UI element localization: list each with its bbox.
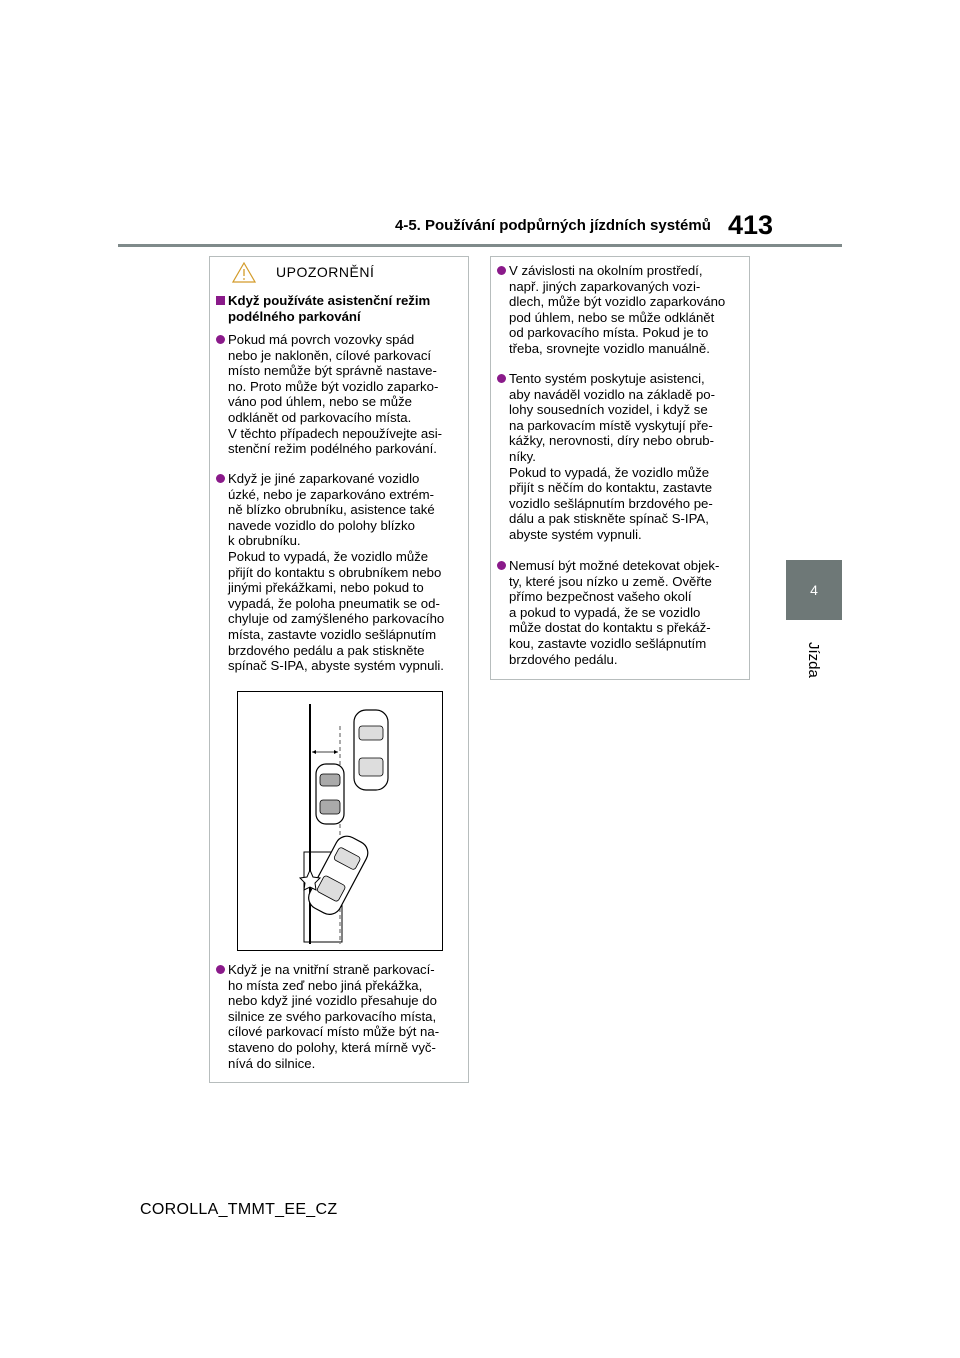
bullet-dot-icon bbox=[497, 266, 506, 275]
chapter-label-container bbox=[800, 642, 830, 702]
bullet-dot-icon bbox=[216, 474, 225, 483]
caution-item-text: Pokud má povrch vozovky spád nebo je nakloněn, cílové parkovací místo nemůže být správně nastave- no. Proto může být vozidlo zaparko- váno pod úhlem, nebo se může odklánět od parkovacího místa. V těchto případech nepoužívejte asi- stenční režim podélného parkování. bbox=[228, 332, 443, 457]
square-bullet-icon bbox=[216, 296, 225, 305]
chapter-tab[interactable] bbox=[786, 560, 842, 620]
bullet-dot-icon bbox=[216, 965, 225, 974]
caution-title: UPOZORNĚNÍ bbox=[276, 264, 375, 280]
parking-diagram-icon bbox=[238, 692, 442, 950]
section-title: 4-5. Používání podpůrných jízdních systémů bbox=[395, 217, 711, 234]
warning-triangle-icon bbox=[232, 262, 256, 283]
bullet-dot-icon bbox=[497, 374, 506, 383]
caution-item bbox=[228, 962, 464, 1071]
header-divider bbox=[118, 244, 842, 247]
page-number: 413 bbox=[728, 210, 774, 240]
caution-item-text: Tento systém poskytuje asistenci, aby naváděl vozidlo na základě po- lohy sousedních vozidel, i když se na parkovacím místě vyskytují pře- kážky, nerovnosti, díry nebo obrub- níky. Pokud to vypadá, že vozidlo může přijít s něčím do kontaktu, zastavte vozidlo sešlápnutím brzdového pe- dálu a pak stiskněte spínač S-IPA, abyste systém vypnuli. bbox=[509, 371, 716, 542]
chapter-label: Jízda bbox=[805, 642, 822, 678]
caution-box-left bbox=[209, 256, 469, 1083]
caution-box-right bbox=[490, 256, 750, 680]
chapter-number: 4 bbox=[810, 582, 818, 598]
caution-item-text: Když je na vnitřní straně parkovací- ho místa zeď nebo jiná překážka, nebo když jiné vozidlo přesahuje do silnice ze svého parkovacího místa, cílové parkovací místo může být na- staveno do polohy, která mírně vyč- nívá do silnice. bbox=[228, 962, 440, 1071]
document-id: COROLLA_TMMT_EE_CZ bbox=[140, 1201, 338, 1218]
caution-heading-text: Když používáte asistenční režim podélného parkování bbox=[228, 293, 431, 324]
bullet-dot-icon bbox=[497, 561, 506, 570]
caution-item-text: Nemusí být možné detekovat objek- ty, které jsou nízko u země. Ověřte přímo bezpečnost vašeho okolí a pokud to vypadá, že se vozidlo může dostat do kontaktu s překáž- kou, zastavte vozidlo sešlápnutím brzdového pedálu. bbox=[509, 558, 720, 667]
caution-header bbox=[228, 257, 448, 285]
caution-heading bbox=[228, 293, 464, 324]
caution-item bbox=[228, 471, 464, 674]
caution-item-text: V závislosti na okolním prostředí, např. jiných zaparkovaných vozi- dlech, může být vozidlo zaparkováno pod úhlem, nebo se může odklánět od parkovacího místa. Pokud je to třeba, srovnejte vozidlo manuálně. bbox=[509, 263, 726, 356]
caution-item bbox=[509, 371, 745, 543]
caution-item bbox=[509, 558, 745, 667]
parking-illustration bbox=[237, 691, 443, 951]
bullet-dot-icon bbox=[216, 335, 225, 344]
caution-item-text: Když je jiné zaparkované vozidlo úzké, nebo je zaparkováno extrém- ně blízko obrubníku, asistence také navede vozidlo do polohy blízko k obrubníku. Pokud to vypadá, že vozidlo může přijít do kontaktu s obrubníkem nebo jinými překážkami, nebo pokud to vypadá, že poloha pneumatik se od- chyluje od zamýšleného parkovacího místa, zastavte vozidlo sešlápnutím brzdového pedálu a pak stiskněte spínač S-IPA, abyste systém vypnuli. bbox=[228, 471, 445, 674]
caution-item bbox=[509, 263, 745, 357]
caution-item bbox=[228, 332, 464, 457]
